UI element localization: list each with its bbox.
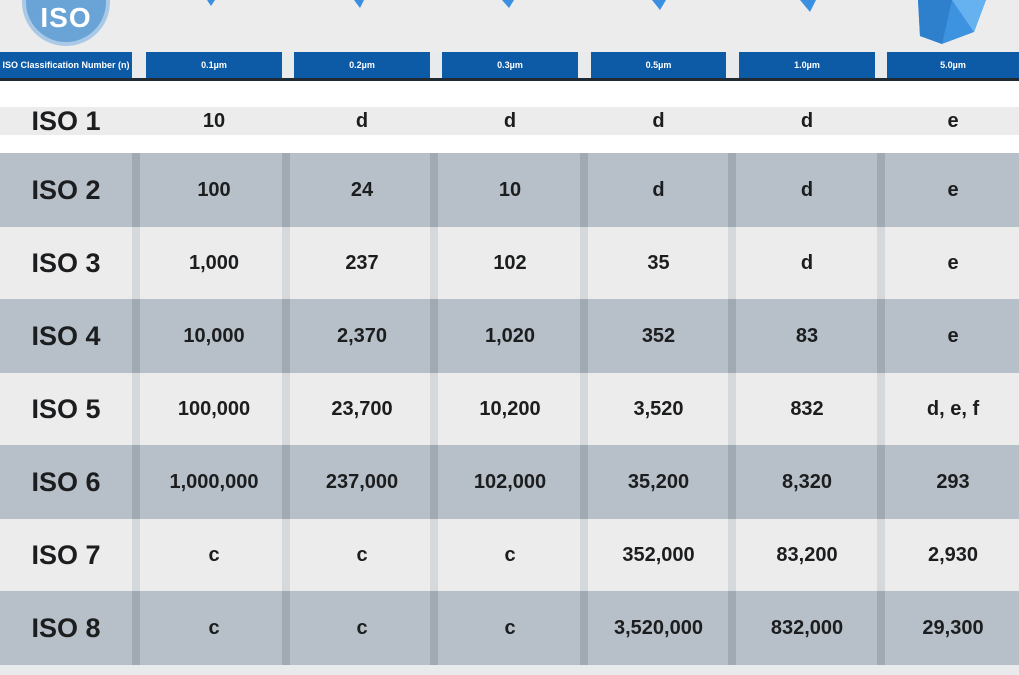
table-cell: 102 bbox=[493, 251, 527, 274]
table-cell: 237,000 bbox=[325, 470, 399, 493]
table-cell: c bbox=[504, 543, 516, 566]
table-row bbox=[0, 519, 1019, 591]
table-cell: 10 bbox=[498, 178, 522, 201]
table-cell: 1,000 bbox=[188, 251, 240, 274]
particle-icon-03 bbox=[500, 0, 516, 10]
table-cell: d bbox=[800, 251, 814, 274]
table-row bbox=[0, 299, 1019, 373]
table-cell: 1,020 bbox=[484, 324, 536, 347]
table-cell: 29,300 bbox=[922, 616, 984, 639]
header-0-1um: 0.1µm bbox=[146, 52, 282, 78]
header-0-5um: 0.5µm bbox=[591, 52, 726, 78]
table-cell: 3,520 bbox=[633, 397, 684, 420]
table-cell: d bbox=[652, 109, 665, 132]
row-label: ISO 2 bbox=[31, 174, 101, 205]
particle-icon-10 bbox=[798, 0, 818, 14]
table-cell: d bbox=[503, 109, 517, 132]
row-label: ISO 7 bbox=[31, 539, 101, 570]
table-cell: 3,520,000 bbox=[614, 616, 703, 639]
table-cell: 83 bbox=[795, 324, 819, 347]
row-label: ISO 1 bbox=[31, 105, 101, 136]
particle-icon-02 bbox=[352, 0, 366, 10]
row-label: ISO 3 bbox=[31, 247, 101, 278]
table-row bbox=[0, 445, 1019, 519]
table-cell: 24 bbox=[350, 178, 374, 201]
table-cell: e bbox=[947, 251, 959, 274]
table-cell: e bbox=[947, 178, 959, 201]
table-cell: 10 bbox=[202, 109, 226, 132]
table-cell: c bbox=[356, 543, 368, 566]
table-row bbox=[0, 227, 1019, 299]
table-cell: 2,930 bbox=[927, 543, 979, 566]
row-label: ISO 5 bbox=[31, 393, 101, 424]
header-5-0um: 5.0µm bbox=[887, 52, 1019, 78]
table-cell: 100,000 bbox=[177, 397, 251, 420]
table-cell: c bbox=[208, 616, 220, 639]
table-cell: 352 bbox=[641, 324, 676, 347]
table-cell: 832 bbox=[790, 397, 824, 420]
iso-logo-text: ISO bbox=[40, 2, 92, 33]
table-row bbox=[0, 153, 1019, 227]
table-cell: c bbox=[356, 616, 368, 639]
table-cell: 35,200 bbox=[627, 470, 690, 493]
table-cell: 293 bbox=[936, 470, 970, 493]
table-row bbox=[0, 591, 1019, 665]
table-cell: d, e, f bbox=[926, 397, 980, 420]
particle-icon-01 bbox=[205, 0, 217, 8]
header-iso-class: ISO Classification Number (n) bbox=[0, 52, 132, 78]
table-cell: 2,370 bbox=[336, 324, 388, 347]
table-row bbox=[0, 107, 1019, 135]
table-cell: c bbox=[208, 543, 220, 566]
table-cell: 10,200 bbox=[479, 397, 541, 420]
row-spacer bbox=[0, 135, 1019, 153]
table-row bbox=[0, 373, 1019, 445]
row-label: ISO 6 bbox=[31, 466, 101, 497]
table-cell: 23,700 bbox=[331, 397, 393, 420]
table-cell: d bbox=[800, 109, 814, 132]
table-cell: d bbox=[355, 109, 369, 132]
table-cell: 10,000 bbox=[183, 324, 245, 347]
table-cell: d bbox=[652, 178, 665, 201]
table-cell: 1,000,000 bbox=[169, 470, 259, 493]
header-0-3um: 0.3µm bbox=[442, 52, 578, 78]
table-cell: 352,000 bbox=[622, 543, 695, 566]
row-spacer bbox=[0, 81, 1019, 107]
table-cell: 100 bbox=[197, 178, 231, 201]
table-cell: c bbox=[504, 616, 516, 639]
table-cell: 102,000 bbox=[473, 470, 547, 493]
table-cell: d bbox=[800, 178, 814, 201]
table-cell: 832,000 bbox=[770, 616, 844, 639]
header-1-0um: 1.0µm bbox=[739, 52, 875, 78]
table-cell: 8,320 bbox=[781, 470, 833, 493]
row-label: ISO 8 bbox=[31, 612, 101, 643]
particle-icon-05 bbox=[650, 0, 668, 12]
particle-icon-50 bbox=[912, 0, 988, 46]
table-cell: 83,200 bbox=[776, 543, 838, 566]
table-cell: 237 bbox=[345, 251, 379, 274]
table-cell: 35 bbox=[647, 251, 670, 274]
row-label: ISO 4 bbox=[31, 320, 101, 351]
table-cell: e bbox=[947, 324, 959, 347]
header-0-2um: 0.2µm bbox=[294, 52, 430, 78]
table-cell: e bbox=[947, 109, 959, 132]
